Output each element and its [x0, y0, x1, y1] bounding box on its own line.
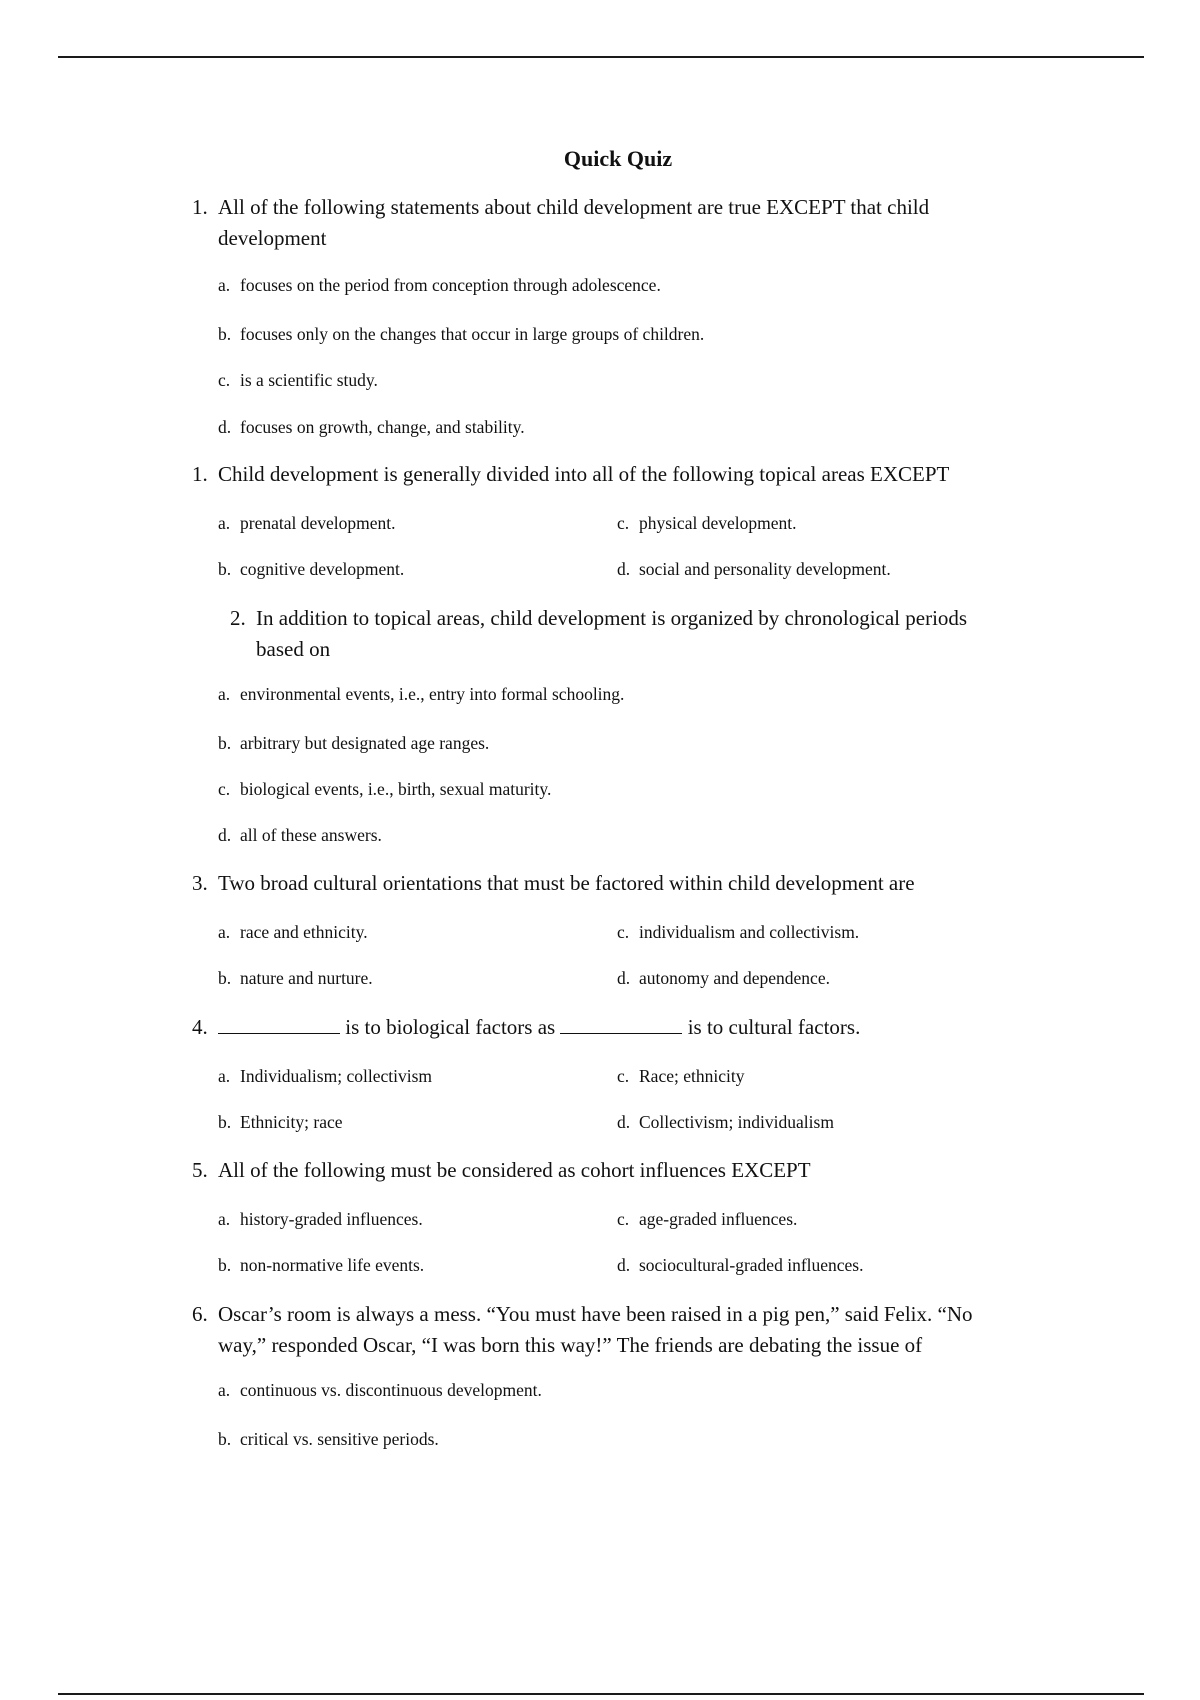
- top-rule: [58, 56, 1144, 58]
- answer-blank[interactable]: [560, 1013, 682, 1034]
- question-3: [192, 868, 1022, 899]
- question-5: [192, 1155, 1022, 1186]
- question-text: Child development is generally divided into all of the following topical areas EXCEPT: [218, 462, 950, 486]
- option-1d: d. focuses on growth, change, and stability.: [218, 417, 525, 437]
- question-text: All of the following statements about child development are true EXCEPT that child development: [218, 195, 930, 250]
- option-5a: a. Individualism; collectivism: [218, 1066, 432, 1086]
- question-text: Oscar’s room is always a mess. “You must have been raised in a pig pen,” said Felix. “No way,” responded Oscar, “I was born this way!” The friends are debating the issue of: [218, 1302, 973, 1357]
- option-2b: b. cognitive development.: [218, 559, 405, 579]
- question-number: 3.: [192, 871, 208, 895]
- bottom-rule: [58, 1693, 1144, 1695]
- option-6d: d. sociocultural-graded influences.: [617, 1255, 864, 1275]
- option-6b: b. non-normative life events.: [218, 1255, 425, 1275]
- answer-blank[interactable]: [218, 1013, 340, 1034]
- option-4c: c. individualism and collectivism.: [617, 922, 860, 942]
- question-1b: [192, 459, 1022, 490]
- option-1c: c. is a scientific study.: [218, 370, 378, 390]
- option-1a: a. focuses on the period from conception through adolescence.: [218, 275, 661, 295]
- option-6c: c. age-graded influences.: [617, 1209, 798, 1229]
- option-4a: a. race and ethnicity.: [218, 922, 368, 942]
- option-3d: d. all of these answers.: [218, 825, 382, 845]
- option-6a: a. history-graded influences.: [218, 1209, 423, 1229]
- option-5b: b. Ethnicity; race: [218, 1112, 343, 1132]
- option-2c: c. physical development.: [617, 513, 797, 533]
- question-number: 1.: [192, 195, 208, 219]
- question-4: [192, 1012, 1022, 1043]
- question-text: All of the following must be considered as cohort influences EXCEPT: [218, 1158, 811, 1182]
- option-1b: b. focuses only on the changes that occur in large groups of children.: [218, 324, 705, 344]
- question-text: In addition to topical areas, child development is organized by chronological periods based on: [256, 606, 968, 661]
- option-2a: a. prenatal development.: [218, 513, 396, 533]
- option-4b: b. nature and nurture.: [218, 968, 373, 988]
- question-number: 5.: [192, 1158, 208, 1182]
- question-text: is to biological factors as is to cultural factors.: [192, 1012, 1022, 1043]
- option-7a: a. continuous vs. discontinuous development.: [218, 1380, 542, 1400]
- option-7b: b. critical vs. sensitive periods.: [218, 1429, 439, 1449]
- option-3a: a. environmental events, i.e., entry into formal schooling.: [218, 684, 625, 704]
- option-2d: d. social and personality development.: [617, 559, 891, 579]
- option-5d: d. Collectivism; individualism: [617, 1112, 834, 1132]
- option-4d: d. autonomy and dependence.: [617, 968, 830, 988]
- question-1: [192, 192, 1022, 254]
- page-title: Quick Quiz: [563, 146, 673, 171]
- question-number: 4.: [192, 1015, 208, 1039]
- option-3b: b. arbitrary but designated age ranges.: [218, 733, 490, 753]
- option-5c: c. Race; ethnicity: [617, 1066, 745, 1086]
- question-2: [230, 603, 1010, 665]
- question-number: 6.: [192, 1302, 208, 1326]
- option-3c: c. biological events, i.e., birth, sexual maturity.: [218, 779, 552, 799]
- question-6: [192, 1299, 1022, 1361]
- question-number: 2.: [230, 606, 246, 630]
- question-text: Two broad cultural orientations that must be factored within child development are: [218, 871, 915, 895]
- question-number: 1.: [192, 462, 208, 486]
